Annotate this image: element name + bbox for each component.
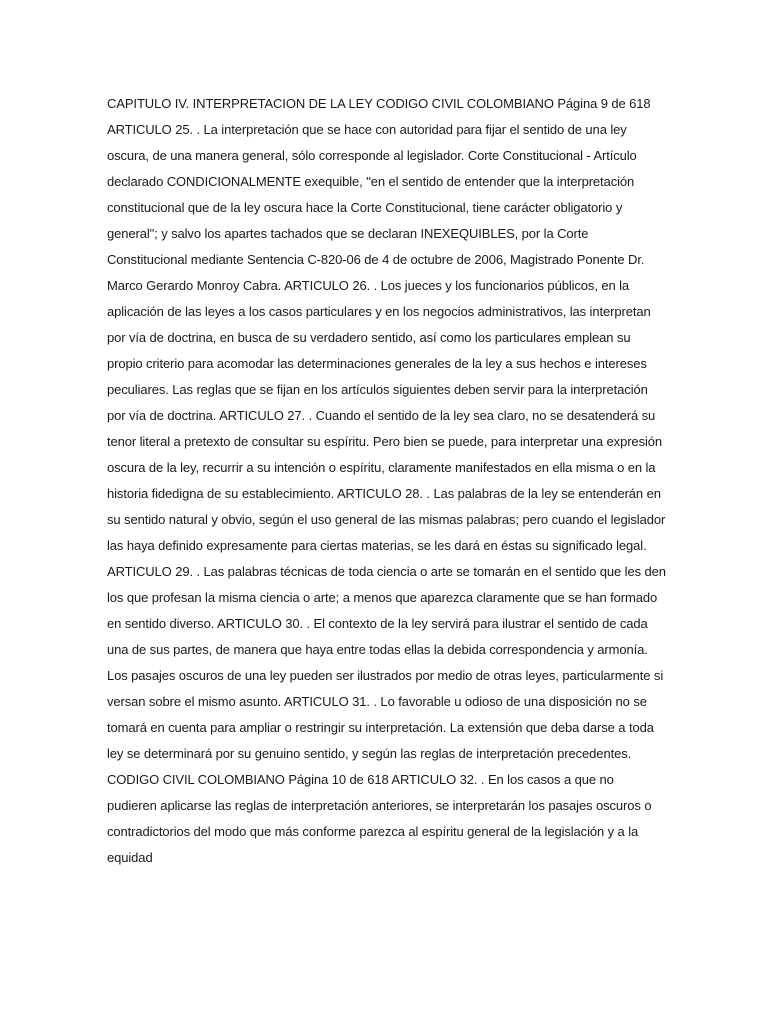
document-body-text: CAPITULO IV. INTERPRETACION DE LA LEY CODIGO CIVIL COLOMBIANO Página 9 de 618 ARTICULO 25. . La interpretación que se hace con autoridad para fijar el sentido de una ley oscura, de una manera general, sólo corresponde al legislador. Corte Constitucional - Artículo declarado CONDICIONALMENTE exequible, "en el sentido de entender que la interpretación constitucional que de la ley oscura hace la Corte Constitucional, tiene carácter obligatorio y general"; y salvo los apartes tachados que se declaran INEXEQUIBLES, por la Corte Constitucional mediante Sentencia C-820-06 de 4 de octubre de 2006, Magistrado Ponente Dr. Marco Gerardo Monroy Cabra. ARTICULO 26. . Los jueces y los funcionarios públicos, en la aplicación de las leyes a los casos particulares y en los negocios administrativos, las interpretan por vía de doctrina, en busca de su verdadero sentido, así como los particulares emplean su propio criterio para acomodar las determinaciones generales de la ley a sus hechos e intereses peculiares. Las reglas que se fijan en los artículos siguientes deben servir para la interpretación por vía de doctrina. ARTICULO 27. . Cuando el sentido de la ley sea claro, no se desatenderá su tenor literal a pretexto de consultar su espíritu. Pero bien se puede, para interpretar una expresión oscura de la ley, recurrir a su intención o espíritu, claramente manifestados en ella misma o en la historia fidedigna de su establecimiento. ARTICULO 28. . Las palabras de la ley se entenderán en su sentido natural y obvio, según el uso general de las mismas palabras; pero cuando el legislador las haya definido expresamente para ciertas materias, se les dará en éstas su significado legal. ARTICULO 29. . Las palabras técnicas de toda ciencia o arte se tomarán en el sentido que les den los que profesan la misma ciencia o arte; a menos que aparezca claramente que se han formado en sentido diverso. ARTICULO 30. . El contexto de la ley servirá para ilustrar el sentido de cada una de sus partes, de manera que haya entre todas ellas la debida correspondencia y armonía. Los pasajes oscuros de una ley pueden ser ilustrados por medio de otras leyes, particularmente si versan sobre el mismo asunto. ARTICULO 31. . Lo favorable u odioso de una disposición no se tomará en cuenta para ampliar o restringir su interpretación. La extensión que deba darse a toda ley se determinará por su genuino sentido, y según las reglas de interpretación precedentes. CODIGO CIVIL COLOMBIANO Página 10 de 618 ARTICULO 32. . En los casos a que no pudieren aplicarse las reglas de interpretación anteriores, se interpretarán los pasajes oscuros o contradictorios del modo que más conforme parezca al espíritu general de la legislación y a la equidad — [107, 96, 666, 865]
